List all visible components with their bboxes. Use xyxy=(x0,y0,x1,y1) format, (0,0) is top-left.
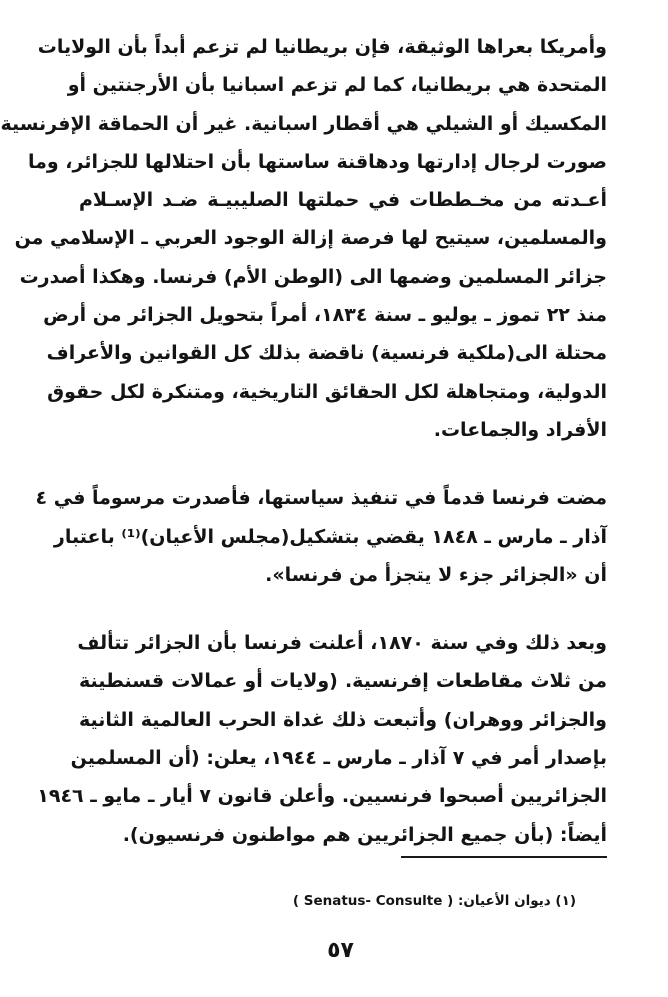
text-line: وبعد ذلك وفي سنة ١٨٧٠، أعلنت فرنسا بأن الجزائر تتألف xyxy=(77,632,607,655)
text-line: الدولية، ومتجاهلة لكل الحقائق التاريخية، ومتنكرة لكل حقوق xyxy=(47,380,607,403)
footnote-divider xyxy=(401,856,607,858)
text-line: أيضاً: (بأن جميع الجزائريين هم مواطنون فرنسيون). xyxy=(122,823,607,846)
text-line: الجزائريين أصبحوا فرنسيين. وأعلن قانون ٧ أيار ـ مايو ـ ١٩٤٦ xyxy=(37,785,607,808)
text-line: محتلة الى(ملكية فرنسية) ناقضة بذلك كل القوانين والأعراف xyxy=(46,342,607,365)
text-line: وأمريكا بعراها الوثيقة، فإن بريطانيا لم تزعم أبداً بأن الولايات xyxy=(37,36,607,58)
paragraph-gap xyxy=(79,449,607,479)
text-line: أعـدته من مخـططات في حملتها الصليبيـة ضـد الإسـلام xyxy=(79,189,607,212)
text-line: من ثلاث مقاطعات إفرنسية. (ولايات أو عمالات قسنطينة xyxy=(79,670,607,693)
text-line: المكسيك أو الشيلي هي أقطار اسبانية. غير أن الحماقة الإفرنسية xyxy=(0,112,607,135)
page-number: ٥٧ xyxy=(327,938,354,963)
paragraph-2 xyxy=(35,479,607,594)
text-line: منذ ٢٢ تموز ـ يوليو ـ سنة ١٨٣٤، أمراً بتحويل الجزائر من أرض xyxy=(43,304,607,327)
text-line: جزائر المسلمين وضمها الى (الوطن الأم) فرنسا. وهكذا أصدرت xyxy=(19,265,607,288)
text-line: مضت فرنسا قدماً في تنفيذ سياستها، فأصدرت مرسوماً في ٤ xyxy=(35,487,607,510)
text-line: والجزائر ووهران) وأتبعت ذلك غداة الحرب العالمية الثانية xyxy=(79,708,607,731)
text-line: بإصدار أمر في ٧ آذار ـ مارس ـ ١٩٤٤، يعلن: (أن المسلمين xyxy=(70,747,607,770)
paragraph-3 xyxy=(37,624,607,854)
text-line: آذار ـ مارس ـ ١٨٤٨ يقضي بتشكيل(مجلس الأعيان)⁽¹⁾ باعتبار xyxy=(53,525,607,548)
page-body xyxy=(0,28,607,854)
text-line: الأفراد والجماعات. xyxy=(433,418,607,441)
paragraph-gap xyxy=(79,594,607,624)
paragraph-1 xyxy=(0,28,607,449)
text-line: والمسلمين، سيتيح لها فرصة إزالة الوجود العربي ـ الإسلامي من xyxy=(14,227,607,250)
text-line: صورت لرجال إدارتها ودهاقنة ساستها بأن احتلالها للجزائر، وما xyxy=(27,150,607,173)
footnote: (١) ديوان الأعيان: ( Senatus- Consulte ) xyxy=(292,893,576,909)
text-line: أن «الجزائر جزء لا يتجزأ من فرنسا». xyxy=(265,563,607,586)
text-line: المتحدة هي بريطانيا، كما لم تزعم اسبانيا بأن الأرجنتين أو xyxy=(67,74,607,97)
